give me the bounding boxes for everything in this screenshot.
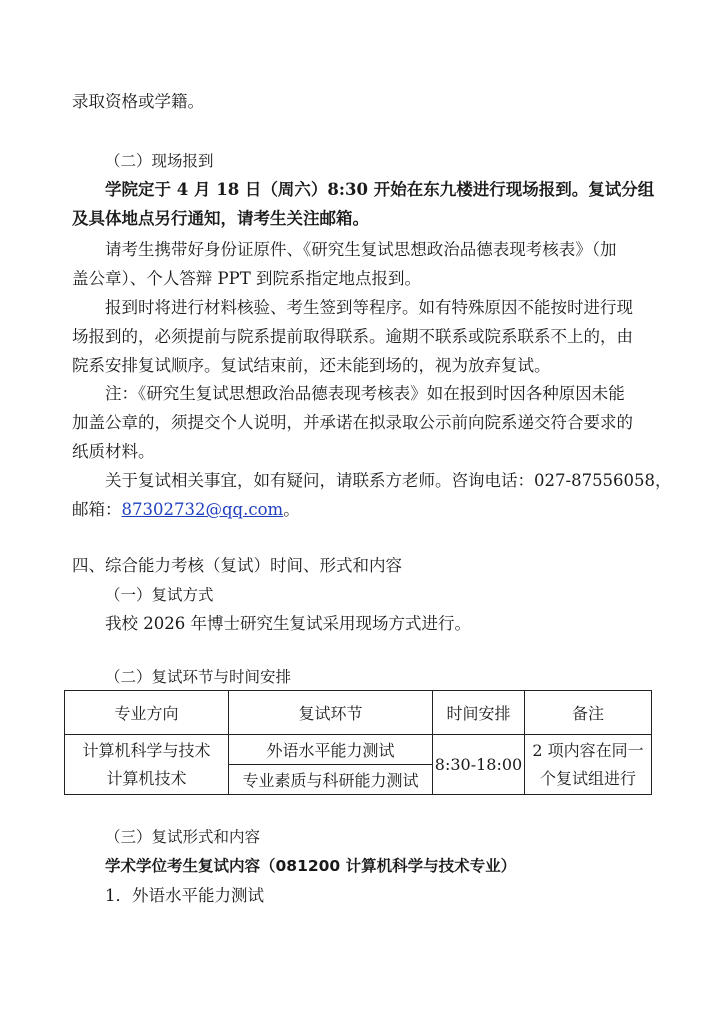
bring-materials-line-2: 盖公章）、个人答辩 PPT 到院系指定地点报到。 bbox=[72, 269, 421, 288]
stage-cell: 专业素质与科研能力测试 bbox=[229, 765, 433, 795]
note-line-2: 加盖公章的，须提交个人说明，并承诺在拟录取公示前向院系递交符合要求的 bbox=[72, 413, 633, 432]
table-header-row bbox=[65, 691, 652, 735]
major-cell bbox=[65, 735, 229, 795]
remark-line: 个复试组进行 bbox=[539, 768, 636, 788]
heading-onsite-registration: （二）现场报到 bbox=[105, 152, 214, 170]
contact-line-2 bbox=[72, 499, 300, 521]
bring-materials-line-1: 请考生携带好身份证原件、《研究生复试思想政治品德表现考核表》（加 bbox=[105, 240, 617, 259]
academic-degree-heading: 学术学位考生复试内容（081200 计算机科学与技术专业） bbox=[105, 857, 517, 875]
check-in-line-1: 报到时将进行材料核验、考生签到等程序。如有特殊原因不能按时进行现 bbox=[105, 298, 633, 317]
note-line-1: 注：《研究生复试思想政治品德表现考核表》如在报到时因各种原因未能 bbox=[105, 384, 625, 403]
check-in-line-2: 场报到的，必须提前与院系提前取得联系。逾期不联系或院系联系不上的，由 bbox=[72, 327, 633, 346]
email-suffix: 。 bbox=[283, 500, 300, 519]
paragraph-end-text: 录取资格或学籍。 bbox=[72, 92, 204, 111]
email-label: 邮箱： bbox=[72, 500, 122, 519]
heading-interview-form: （三）复试形式和内容 bbox=[105, 828, 261, 846]
check-in-line-3: 院系安排复试顺序。复试结束前，还未能到场的，视为放弃复试。 bbox=[72, 356, 551, 375]
email-link[interactable]: 87302732@qq.com bbox=[121, 500, 284, 519]
major-name: 计算机技术 bbox=[106, 768, 187, 788]
time-cell: 8:30-18:00 bbox=[433, 735, 525, 795]
major-name: 计算机科学与技术 bbox=[82, 740, 211, 760]
interview-method-text: 我校 2026 年博士研究生复试采用现场方式进行。 bbox=[105, 614, 471, 633]
stage-cell: 外语水平能力测试 bbox=[229, 735, 433, 765]
heading-interview-method: （一）复试方式 bbox=[105, 586, 214, 604]
list-item-foreign-language: 1．外语水平能力测试 bbox=[105, 886, 264, 905]
section-4-title: 四、综合能力考核（复试）时间、形式和内容 bbox=[72, 556, 402, 575]
onsite-bold-line-1: 学院定于 4 月 18 日（周六）8:30 开始在东九楼进行现场报到。复试分组 bbox=[105, 180, 655, 199]
schedule-table bbox=[64, 690, 652, 795]
header-stage: 复试环节 bbox=[229, 691, 433, 735]
remark-cell bbox=[525, 735, 652, 795]
remark-line: 2 项内容在同一 bbox=[532, 740, 644, 760]
header-remark: 备注 bbox=[525, 691, 652, 735]
note-line-3: 纸质材料。 bbox=[72, 442, 155, 461]
onsite-bold-line-2: 及具体地点另行通知，请考生关注邮箱。 bbox=[72, 209, 369, 228]
header-time: 时间安排 bbox=[433, 691, 525, 735]
heading-schedule: （二）复试环节与时间安排 bbox=[105, 668, 292, 686]
table-row bbox=[65, 735, 652, 765]
contact-line-1: 关于复试相关事宜，如有疑问，请联系方老师。咨询电话：027-87556058， bbox=[105, 471, 672, 490]
header-major: 专业方向 bbox=[65, 691, 229, 735]
